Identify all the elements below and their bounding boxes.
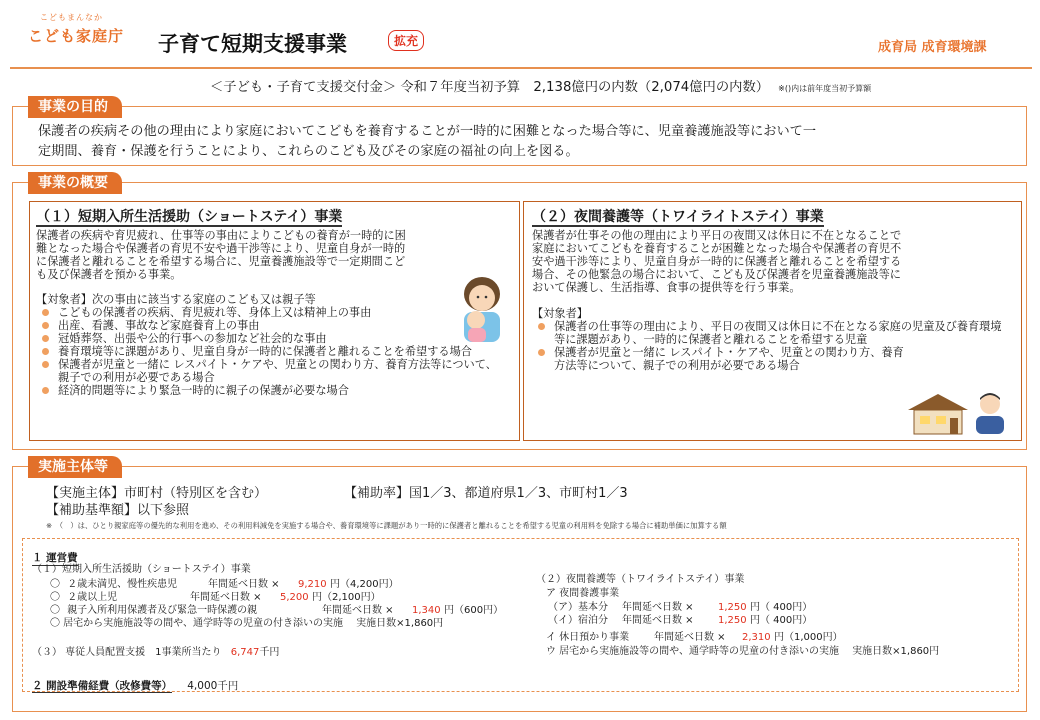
rate-row <box>50 604 504 617</box>
twilight-rates-title: （２）夜間養護等（トワイライトステイ）事業 <box>536 574 745 585</box>
twilight-stay-target-label: 【対象者】 <box>532 307 588 320</box>
rate-mark: 〇 <box>50 579 60 590</box>
rate-label: ２歳未満児、慢性疾患児 <box>67 579 178 590</box>
staff-label: （３） 専従人員配置支援 1事業所当たり <box>32 647 222 658</box>
rate-prev: （4,200円） <box>340 579 399 590</box>
desc-line: 難となった場合や保護者の育児不安や過干渉等により、児童自身が一時的 <box>36 242 406 255</box>
desc-line: 保護者が仕事その他の理由により平日の夜間又は休日に不在となることで <box>532 229 902 242</box>
rate-yen: 円 <box>750 615 760 626</box>
rate-yen: 円 <box>312 592 322 603</box>
twilight-escort-row: ウ 居宅から実施施設等の間や、通学時等の児童の付き添いの実施 実施日数×1,860円 <box>546 646 940 657</box>
page-title: 子育て短期支援事業 <box>158 32 347 56</box>
list-item: 保護者が児童と一緒に レスパイト・ケアや、児童との関わり方、養育方法等について、親子での利用が必要である場合 <box>36 358 508 384</box>
rate-row <box>50 591 443 604</box>
staff-support-row <box>32 646 279 659</box>
subsidy-standard: 【補助基準額】以下参照 <box>46 503 190 518</box>
list-item: 保護者の仕事等の理由により、平日の夜間又は休日に不在となる家庭の児童及び養育環境等に課題があり、一時的に保護者と離れることを希望する児童 <box>532 320 1004 346</box>
rate-unit: 年間延べ日数 × <box>622 602 694 613</box>
budget-text: ＜子ども・子育て支援交付金＞ 令和７年度当初予算 2,138億円の内数（2,074億円の内数） <box>210 80 770 95</box>
staff-amount: 6,747 <box>230 647 260 658</box>
rate-label: 親子入所利用保護者及び緊急一時保護の親 <box>67 605 258 616</box>
short-stay-target-label: 【対象者】次の事由に該当する家庭のこども又は親子等 <box>36 293 316 306</box>
rate-unit: 年間延べ日数 × <box>190 592 262 603</box>
desc-line: おいて保護し、生活指導、食事の提供等を行う事業。 <box>532 281 801 294</box>
rate-yen: 円 <box>444 605 454 616</box>
subsidy-note: ※ （ ）は、ひとり親家庭等の優先的な利用を進め、その利用料減免を実施する場合や、養育環境等に課題があり一時的に保護者と離れることを希望する児童の利用料を免除する場合に補助単価に加算する額 <box>46 521 727 530</box>
short-stay-content <box>36 206 512 397</box>
rate-row <box>548 601 813 614</box>
short-stay-targets <box>36 306 508 397</box>
holiday-rate-row <box>546 631 886 644</box>
list-item: 養育環境等に課題があり、児童自身が一時的に保護者と離れることを希望する場合 <box>36 345 508 358</box>
rate-mark: 〇 <box>50 605 60 616</box>
desc-line: 家庭においてこどもを養育することが困難となった場合や保護者の育児不 <box>532 242 902 255</box>
list-item: 保護者が児童と一緒に レスパイト・ケアや、児童との関わり方、養育方法等について、親子での利用が必要である場合 <box>532 346 914 372</box>
short-stay-desc <box>36 229 512 281</box>
rate-amount: 1,250 <box>718 602 747 613</box>
rate-amount: 1,340 <box>412 605 441 616</box>
rate-unit: 年間延べ日数 × <box>208 579 280 590</box>
rate-unit: 年間延べ日数 × <box>654 632 726 643</box>
rate-yen: 円 <box>330 579 340 590</box>
short-stay-title: （１）短期入所生活援助（ショートステイ）事業 <box>36 209 343 225</box>
budget-line <box>210 76 871 95</box>
rate-label: イ 休日預かり事業 <box>546 632 630 643</box>
twilight-stay-targets <box>532 320 1004 372</box>
twilight-sub-heading: ア 夜間養護事業 <box>546 588 620 599</box>
bureau-label: 成育局 成育環境課 <box>878 40 987 55</box>
desc-line: も及び保護者を預かる事業。 <box>36 268 182 281</box>
header-divider <box>10 67 1032 69</box>
rate-label: （ア）基本分 <box>548 602 608 613</box>
short-stay-rates-title: （１）短期入所生活援助（ショートステイ）事業 <box>32 564 251 575</box>
twilight-stay-content <box>532 206 1016 372</box>
rate-prev: （2,100円） <box>322 592 381 603</box>
rate-unit: 年間延べ日数 × <box>322 605 394 616</box>
logo <box>28 12 138 58</box>
logo-tagline: こどもまんなか <box>40 13 103 22</box>
staff-unit: 千円 <box>259 647 280 658</box>
setup-cost-row <box>32 674 238 693</box>
rate-amount: 2,310 <box>742 632 771 643</box>
rate-prev: （ 400円） <box>760 602 813 613</box>
purpose-tab: 事業の目的 <box>28 96 122 118</box>
rate-label: （イ）宿泊分 <box>548 615 608 626</box>
budget-note: ※()内は前年度当初予算額 <box>778 84 872 93</box>
rate-row <box>50 578 443 591</box>
desc-line: 安や過干渉等により、児童自身が一時的に保護者と離れることを希望する <box>532 255 902 268</box>
rate-yen: 円 <box>774 632 784 643</box>
purpose-line: 保護者の疾病その他の理由により家庭においてこどもを養育することが一時的に困難となった場合等に、児童養護施設等において一 <box>38 124 817 139</box>
implementation-tab: 実施主体等 <box>28 456 122 478</box>
escort-rate-row: 〇 居宅から実施施設等の間や、通学時等の児童の付き添いの実施 実施日数×1,860円 <box>50 618 444 629</box>
twilight-stay-title: （２）夜間養護等（トワイライトステイ）事業 <box>532 209 824 225</box>
expansion-badge: 拡充 <box>388 30 424 51</box>
list-item: 冠婚葬祭、出張や公的行事への参加など社会的な事由 <box>36 332 508 345</box>
short-stay-rates <box>50 578 504 630</box>
rate-amount: 9,210 <box>298 579 327 590</box>
rate-amount: 1,250 <box>718 615 747 626</box>
rate-prev: （1,000円） <box>784 632 843 643</box>
rate-yen: 円 <box>750 602 760 613</box>
setup-amount: 4,000千円 <box>187 680 239 692</box>
list-item: こどもの保護者の疾病、育児疲れ等、身体上又は精神上の事由 <box>36 306 508 319</box>
twilight-stay-desc <box>532 229 1016 294</box>
desc-line: 保護者の疾病や育児疲れ、仕事等の事由によりこどもの養育が一時的に困 <box>36 229 406 242</box>
rate-mark: 〇 <box>50 592 60 603</box>
desc-line: 場合、その他緊急の場合において、こども及び保護者を児童養護施設等に <box>532 268 901 281</box>
setup-heading: ２ 開設準備経費（改修費等） <box>32 680 173 692</box>
rate-row <box>548 614 813 627</box>
logo-name: こども家庭庁 <box>28 27 125 45</box>
operating-heading: １ 運営費 <box>32 552 78 564</box>
subsidy-rate: 【補助率】国1／3、都道府県1／3、市町村1／3 <box>344 486 628 501</box>
rate-unit: 年間延べ日数 × <box>622 615 694 626</box>
purpose-line: 定期間、養育・保護を行うことにより、これらのこども及びその家庭の福祉の向上を図る。 <box>38 144 579 159</box>
rate-amount: 5,200 <box>280 592 309 603</box>
parent-child-illustration <box>452 274 510 344</box>
desc-line: に保護者と離れることを希望する場合に、児童養護施設等で一定期間こど <box>36 255 406 268</box>
rate-prev: （600円） <box>454 605 504 616</box>
rate-label: ２歳以上児 <box>67 592 118 603</box>
overview-tab: 事業の概要 <box>28 172 122 194</box>
list-item: 出産、看護、事故など家庭養育上の事由 <box>36 319 508 332</box>
house-illustration <box>904 388 1012 436</box>
implementing-body: 【実施主体】市町村（特別区を含む） <box>46 486 268 501</box>
rate-prev: （ 400円） <box>760 615 813 626</box>
list-item: 経済的問題等により緊急一時的に親子の保護が必要な場合 <box>36 384 508 397</box>
twilight-rates <box>548 601 813 627</box>
purpose-text <box>38 122 816 162</box>
